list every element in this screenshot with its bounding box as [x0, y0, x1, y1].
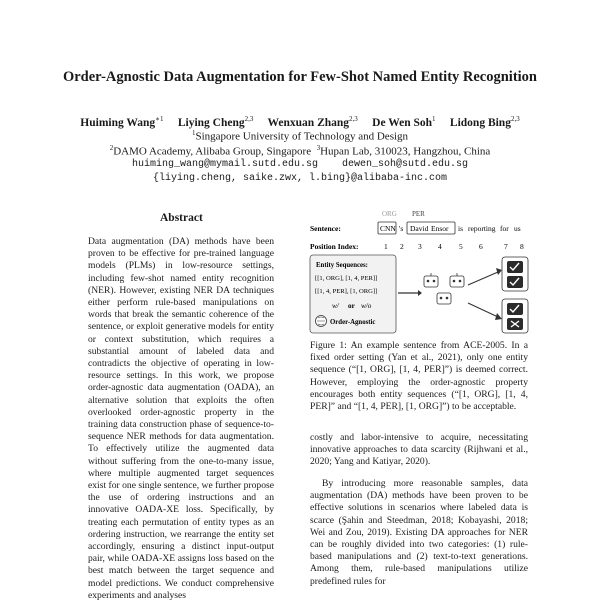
robot-icon — [424, 273, 438, 287]
entity-seq-1: [[1, ORG], [1, 4, PER]] — [315, 275, 378, 282]
brain-icon — [316, 316, 327, 327]
word-cnn: CNN — [380, 224, 396, 233]
entity-sequences-label: Entity Sequences: — [316, 262, 368, 269]
or-label: or — [348, 302, 355, 310]
paragraph-text: By introducing more reasonable samples, data augmentation (DA) methods have been proven to be effective solutions in scenarios where labeled data is scarce (Şahin and Steedman, 2018; Kobayashi, 2018; Wei and Zou, 2019). Existing DA approaches for NER can be roughly divided into two categories: (1) rule-based manipulations and (2) text-to-text generations. Among them, rule-based manipulations utilize predefined rules for — [310, 478, 528, 587]
email: dewen_soh@sutd.edu.sg — [342, 159, 469, 170]
order-agnostic-label: Order-Agnostic — [330, 319, 376, 326]
affil-text: Hupan Lab, 310023, Hangzhou, China — [320, 145, 491, 158]
sentence-label: Sentence: — [310, 224, 341, 233]
author-affil-sup: ∗1 — [155, 115, 164, 123]
author-name: Lidong Bing — [449, 116, 511, 129]
arrow-to-agnostic — [468, 303, 498, 317]
position-index: 1 — [384, 242, 388, 251]
word-us: us — [514, 224, 521, 233]
affil-sup: 1 — [191, 129, 196, 137]
affil-text: Singapore University of Technology and Design — [195, 130, 409, 143]
author-affil-sup: 2,3 — [349, 115, 358, 123]
email-line-2 — [40, 173, 560, 184]
author-name: Wenxuan Zhang — [267, 116, 350, 129]
author-name: De Wen Soh — [372, 116, 433, 129]
position-index: 2 — [400, 242, 404, 251]
without-label: w/o — [361, 302, 372, 310]
arrow-to-fixed — [468, 272, 498, 285]
arrow-head — [418, 290, 422, 296]
abstract-heading: Abstract — [160, 212, 203, 224]
position-index: 8 — [520, 242, 524, 251]
word-ensor: Ensor — [431, 224, 449, 233]
right-paragraph-2 — [310, 478, 528, 588]
author-affil-sup: 2,3 — [244, 115, 254, 123]
position-index: 5 — [459, 242, 463, 251]
email: {liying.cheng, saike.zwx, l.bing}@alibaba-inc.com — [152, 173, 448, 184]
word-david: David — [410, 224, 429, 233]
paper-title: Order-Agnostic Data Augmentation for Few-Shot Named Entity Recognition — [62, 69, 538, 85]
author-name: Huiming Wang — [80, 116, 156, 129]
paragraph-text: costly and labor-intensive to acquire, necessitating innovative approaches to data scarcity (Rijhwani et al., 2020; Yang and Katiyar, 2020). — [310, 432, 528, 468]
word-is: is — [458, 224, 464, 233]
position-index: 3 — [418, 242, 422, 251]
email-line-1 — [40, 159, 560, 170]
position-index: 6 — [479, 242, 483, 251]
abstract-text: Data augmentation (DA) methods have been proven to be effective for pre-trained language models (PLMs) in low-resource settings, including few-shot named entity recognition (NER). However, existing NER DA techniques either perform rule-based manipulations on words that break the semantic coherence of the sentence, or exploit generative models for entity or context substitution, which requires a substantial amount of labeled data and contradicts the objective of operating in low-resource settings. In this work, we propose order-agnostic data augmentation (OADA), an alternative solution that exploits the often overlooked order-agnostic property in the training data construction phase of sequence-to-sequence NER methods for data augmentation. To effectively utilize the augmented data without suffering from the one-to-many issue, where multiple augmented target sequences exist for one single sentence, we further propose the use of ordering instructions and an innovative OADA-XE loss. Specifically, by treating each permutation of entity types as an ordering instruction, we rearrange the entity set accordingly, ensuring a distinct input-output pair, while OADA-XE assigns loss based on the best match between the target sequence and model predictions. We conduct comprehensive experiments and analyses — [88, 236, 274, 601]
author-affil-sup: 2,3 — [510, 115, 520, 123]
author-name: Liying Cheng — [177, 116, 245, 129]
arrow-head — [496, 268, 502, 275]
with-label: w/ — [332, 302, 339, 310]
word-reporting: reporting — [468, 224, 496, 233]
figure-caption — [310, 340, 528, 413]
author-list — [40, 115, 560, 129]
affil-text: DAMO Academy, Alibaba Group, Singapore — [113, 145, 312, 158]
email: huiming_wang@mymail.sutd.edu.sg — [131, 159, 318, 170]
affil-sup: 2 — [109, 144, 114, 152]
affiliation-line-2 — [40, 144, 560, 158]
word-s: 's — [399, 224, 404, 233]
position-index-label: Position Index: — [310, 242, 359, 251]
abstract-body — [88, 236, 274, 602]
position-index: 7 — [504, 242, 508, 251]
entity-seq-2: [[1, 4, PER], [1, ORG]] — [315, 288, 378, 295]
author-affil-sup: 1 — [432, 115, 436, 123]
tag-per: PER — [412, 210, 425, 218]
word-for: for — [500, 224, 509, 233]
robot-icon — [437, 293, 451, 304]
robot-icon — [450, 273, 464, 287]
tag-org: ORG — [382, 210, 397, 218]
caption-text: Figure 1: An example sentence from ACE-2005. In a fixed order setting (Yan et al., 2021), only one entity sequence (“[1, ORG], [1, 4, PER]”) is deemed correct. However, employing the order-agnostic property encourages both entity sequences (“[1, ORG], [1, 4, PER]” and “[1, 4, PER], [1, ORG]”) to be acceptable. — [310, 340, 528, 413]
right-paragraph-1 — [310, 432, 528, 469]
affiliation-line-1 — [40, 129, 560, 143]
affil-sup: 3 — [316, 144, 321, 152]
figure-1 — [306, 207, 534, 337]
position-index: 4 — [438, 242, 442, 251]
arrow-head — [495, 313, 502, 320]
